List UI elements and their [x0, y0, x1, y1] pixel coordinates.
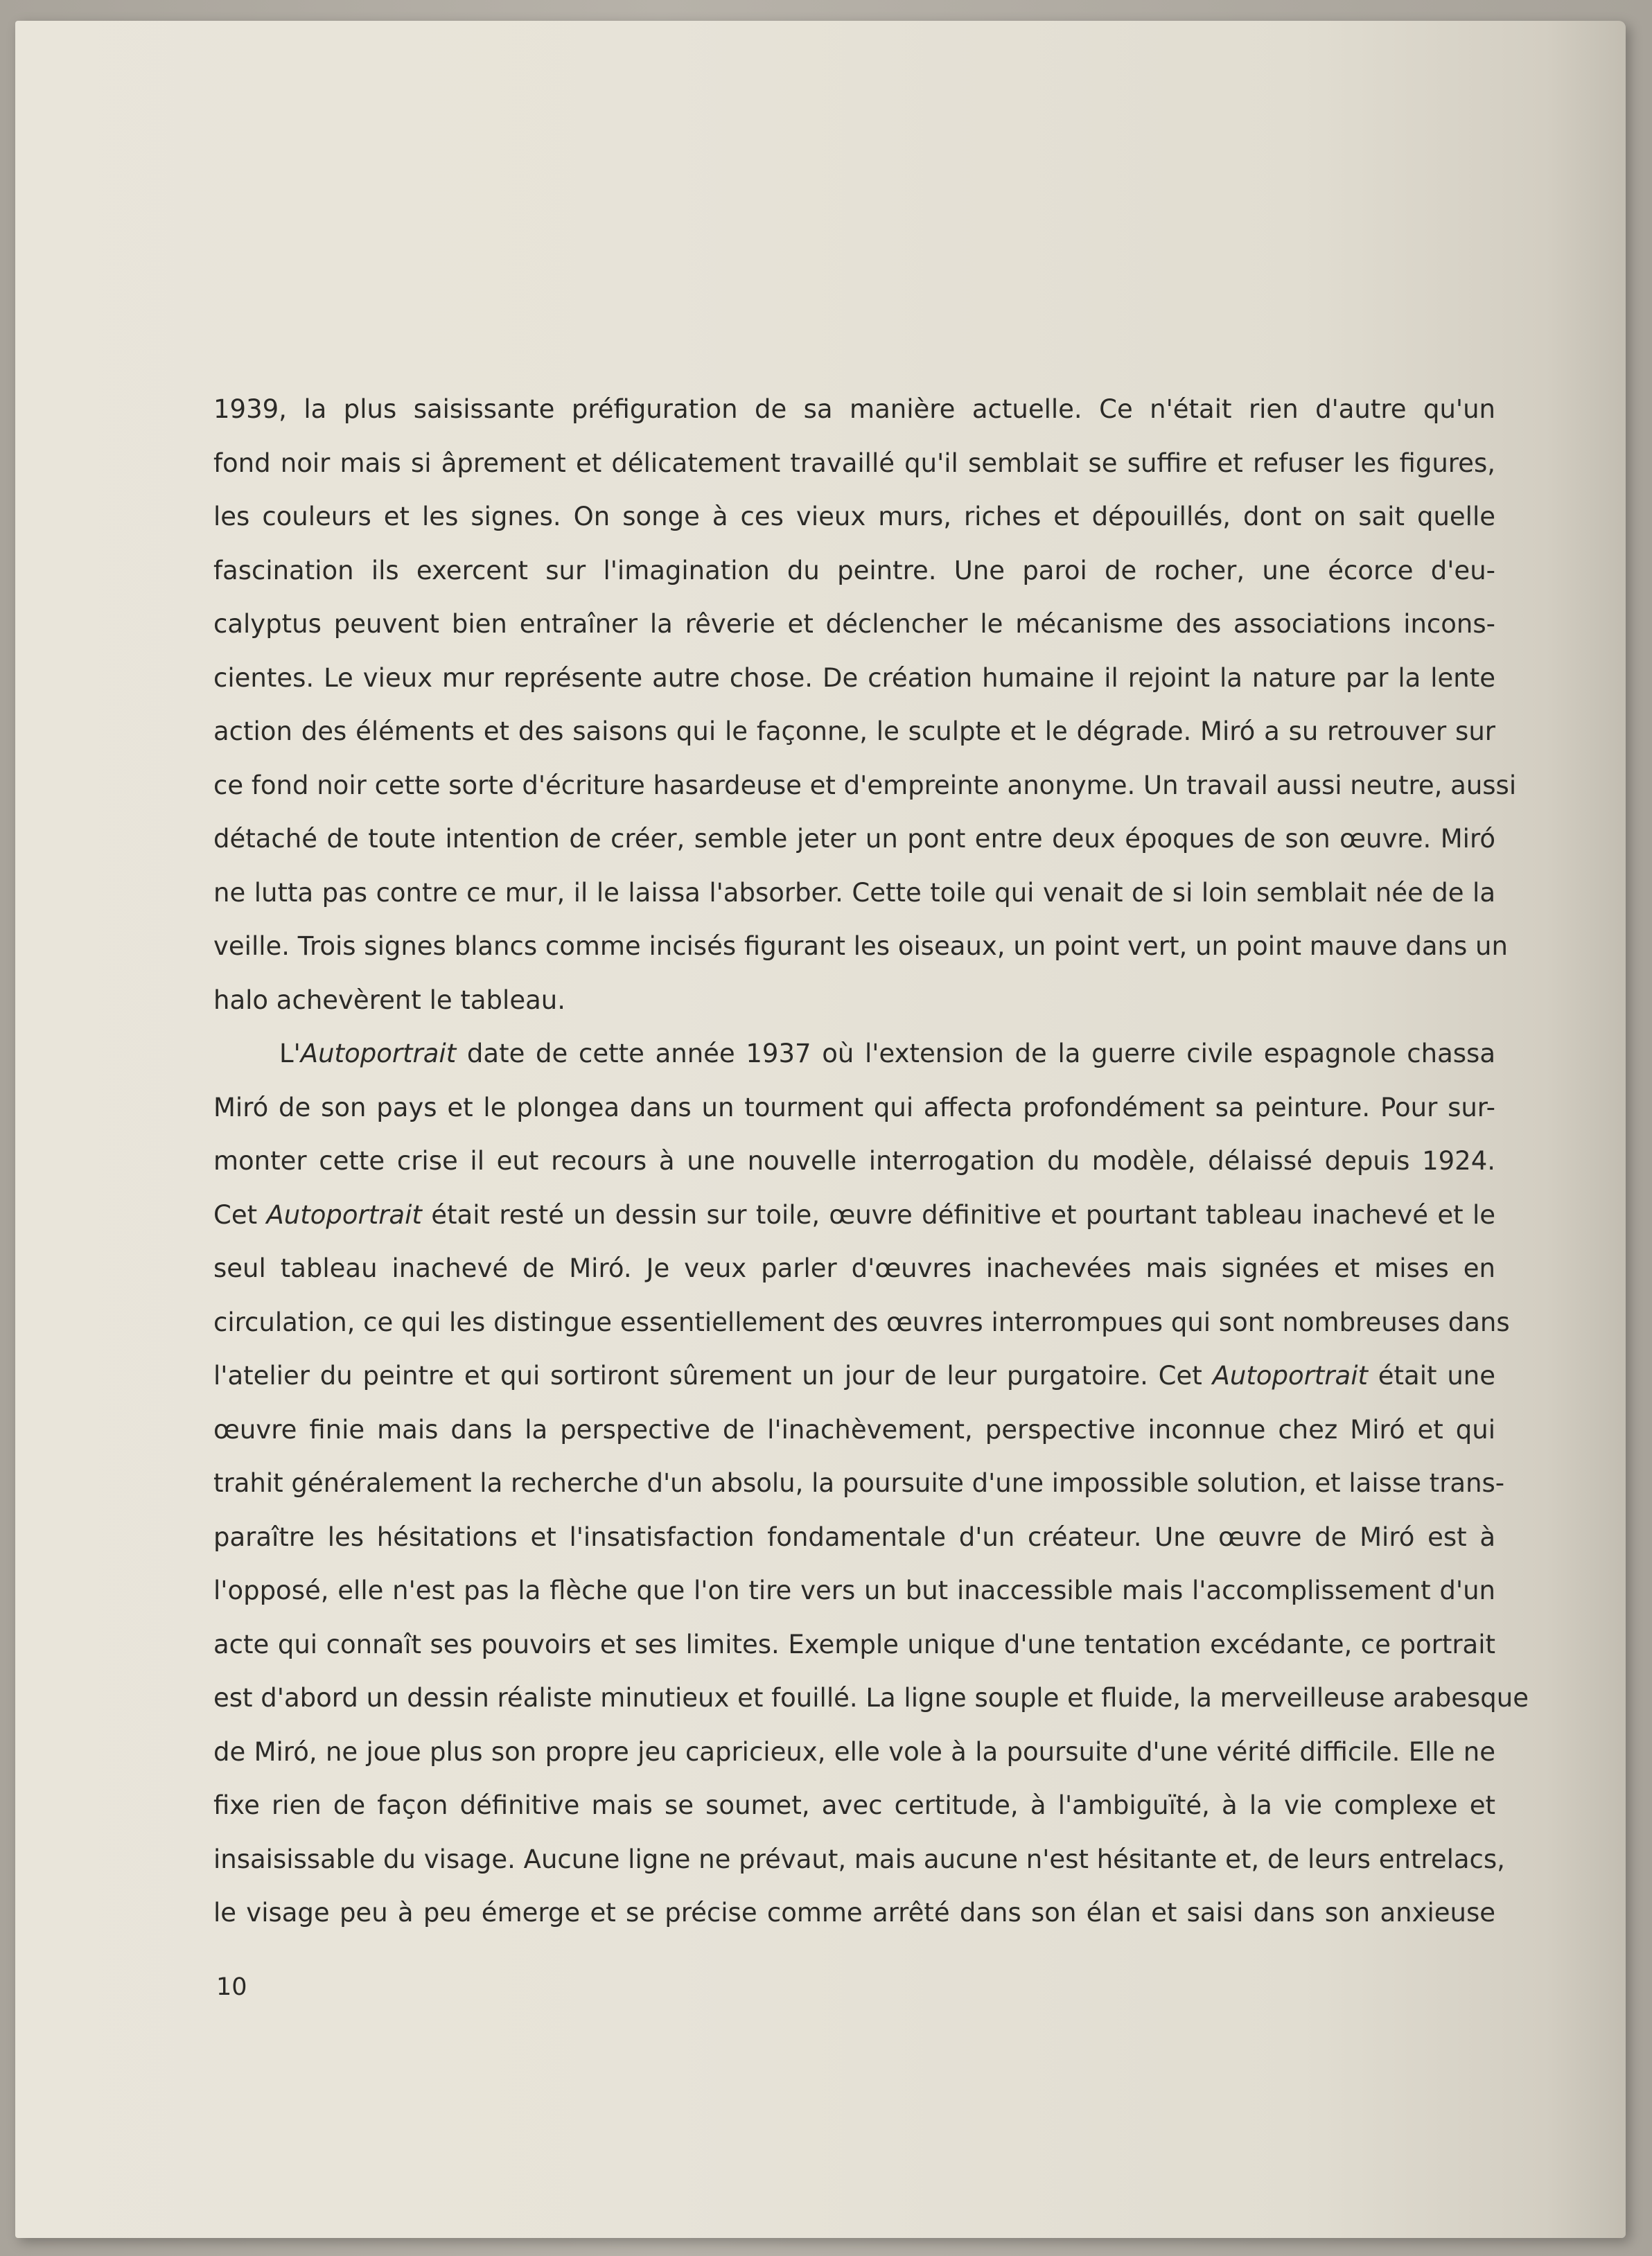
- page-number: 10: [216, 1973, 247, 2001]
- text-line-paragraph-start: L'Autoportrait date de cette année 1937 où l'extension de la guerre civile espagnole chassa: [279, 1039, 1495, 1068]
- text-line: est d'abord un dessin réaliste minutieux et fouillé. La ligne souple et fluide, la merveilleuse arabesque: [213, 1683, 1529, 1713]
- text-line: ne lutta pas contre ce mur, il le laissa l'absorber. Cette toile qui venait de si loin semblait née de la: [213, 877, 1495, 908]
- text-line: de Miró, ne joue plus son propre jeu capricieux, elle vole à la poursuite d'une vérité difficile. Elle ne: [213, 1736, 1495, 1767]
- text-line: monter cette crise il eut recours à une nouvelle interrogation du modèle, délaissé depuis 1924.: [213, 1146, 1495, 1176]
- text-line: seul tableau inachevé de Miró. Je veux parler d'œuvres inachevées mais signées et mises en: [213, 1253, 1495, 1283]
- text-line: 1939, la plus saisissante préfiguration de sa manière actuelle. Ce n'était rien d'autre qu'un: [213, 394, 1495, 424]
- text-line: ce fond noir cette sorte d'écriture hasardeuse et d'empreinte anonyme. Un travail aussi neutre, aussi: [213, 770, 1517, 800]
- artwork-title: Autoportrait: [266, 1199, 422, 1230]
- text-line: fascination ils exercent sur l'imagination du peintre. Une paroi de rocher, une écorce d'eu-: [213, 555, 1495, 585]
- paper-sheet: [15, 21, 1626, 2238]
- text-line: fixe rien de façon définitive mais se soumet, avec certitude, à l'ambiguïté, à la vie complexe et: [213, 1790, 1495, 1820]
- text-line: paraître les hésitations et l'insatisfaction fondamentale d'un créateur. Une œuvre de Miró est à: [213, 1522, 1495, 1552]
- text-line: veille. Trois signes blancs comme incisés figurant les oiseaux, un point vert, un point mauve dans un: [213, 931, 1508, 961]
- artwork-title: Autoportrait: [1212, 1361, 1368, 1391]
- text-line: détaché de toute intention de créer, semble jeter un pont entre deux époques de son œuvre. Miró: [213, 824, 1495, 854]
- text-line-paragraph-end: halo achevèrent le tableau.: [213, 985, 565, 1015]
- text-line: calyptus peuvent bien entraîner la rêverie et déclencher le mécanisme des associations incons-: [213, 609, 1495, 639]
- text-line: le visage peu à peu émerge et se précise comme arrêté dans son élan et saisi dans son anxieuse: [213, 1898, 1495, 1928]
- text-line: insaisissable du visage. Aucune ligne ne prévaut, mais aucune n'est hésitante et, de leurs entrelacs,: [213, 1844, 1505, 1874]
- body-text: [213, 382, 1529, 1940]
- text-line: œuvre finie mais dans la perspective de l'inachèvement, perspective inconnue chez Miró et qui: [213, 1414, 1495, 1445]
- text-line: les couleurs et les signes. On songe à ces vieux murs, riches et dépouillés, dont on sait quelle: [213, 502, 1495, 531]
- text-line: circulation, ce qui les distingue essentiellement des œuvres interrompues qui sont nombreuses dans: [213, 1307, 1510, 1337]
- text-line: fond noir mais si âprement et délicatement travaillé qu'il semblait se suffire et refuser les figures,: [213, 448, 1495, 478]
- text-line: acte qui connaît ses pouvoirs et ses limites. Exemple unique d'une tentation excédante, ce portrait: [213, 1629, 1495, 1659]
- text-line: cientes. Le vieux mur représente autre chose. De création humaine il rejoint la nature par la lente: [213, 662, 1495, 693]
- text-line: trahit généralement la recherche d'un absolu, la poursuite d'une impossible solution, et laisse trans-: [213, 1468, 1505, 1498]
- text-line: Cet Autoportrait était resté un dessin sur toile, œuvre définitive et pourtant tableau inachevé et le: [213, 1199, 1495, 1230]
- artwork-title: Autoportrait: [300, 1039, 457, 1068]
- text-line: l'atelier du peintre et qui sortiront sûrement un jour de leur purgatoire. Cet Autoportrait était une: [213, 1361, 1495, 1391]
- text-line: Miró de son pays et le plongea dans un tourment qui affecta profondément sa peinture. Pour sur-: [213, 1092, 1495, 1122]
- text-line: l'opposé, elle n'est pas la flèche que l'on tire vers un but inaccessible mais l'accomplissement d'un: [213, 1576, 1495, 1605]
- text-line: action des éléments et des saisons qui le façonne, le sculpte et le dégrade. Miró a su retrouver sur: [213, 716, 1495, 746]
